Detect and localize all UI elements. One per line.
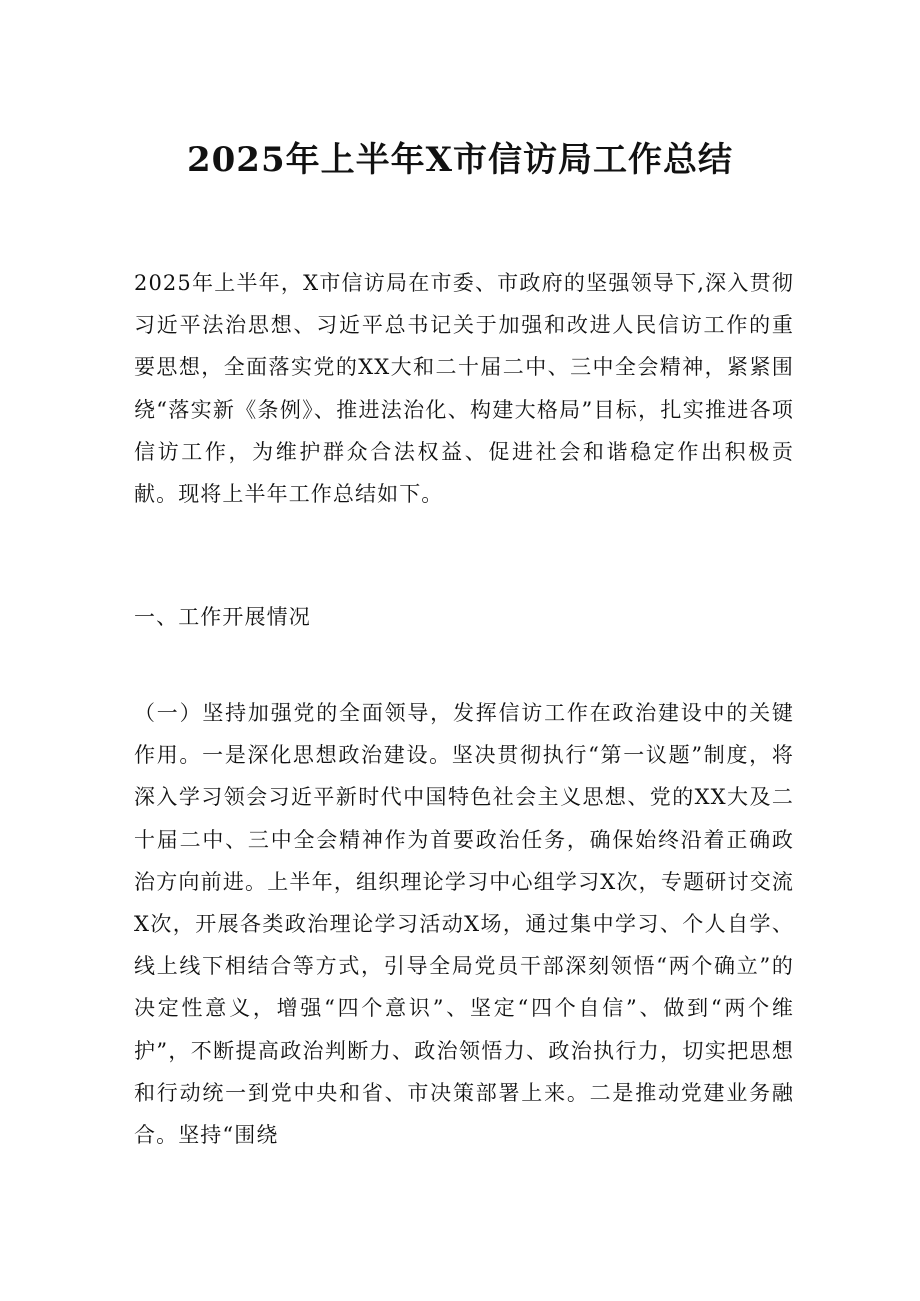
intro-paragraph: 2025年上半年，X市信访局在市委、市政府的坚强领导下,深入贯彻习近平法治思想、习近平总书记关于加强和改进人民信访工作的重要思想，全面落实党的XX大和二十届二中、三中全会精神，紧紧围绕“落实新《条例》、推进法治化、构建大格局”目标，扎实推进各项信访工作，为维护群众合法权益、促进社会和谐稳定作出积极贡献。现将上半年工作总结如下。: [134, 271, 794, 507]
section-1-paragraph: （一）坚持加强党的全面领导，发挥信访工作在政治建设中的关键作用。一是深化思想政治建设。坚决贯彻执行“第一议题”制度，将深入学习领会习近平新时代中国特色社会主义思想、党的XX大及二十届二中、三中全会精神作为首要政治任务，确保始终沿着正确政治方向前进。上半年，组织理论学习中心组学习X次，专题研讨交流X次，开展各类政治理论学习活动X场，通过集中学习、个人自学、线上线下相结合等方式，引导全局党员干部深刻领悟“两个确立”的决定性意义，增强“四个意识”、坚定“四个自信”、做到“两个维护”，不断提高政治判断力、政治领悟力、政治执行力，切实把思想和行动统一到党中央和省、市决策部署上来。二是推动党建业务融合。坚持“围绕: [134, 701, 794, 1148]
section-heading: 一、工作开展情况: [134, 605, 311, 629]
document-title: 2025年上半年X市信访局工作总结: [186, 140, 733, 180]
